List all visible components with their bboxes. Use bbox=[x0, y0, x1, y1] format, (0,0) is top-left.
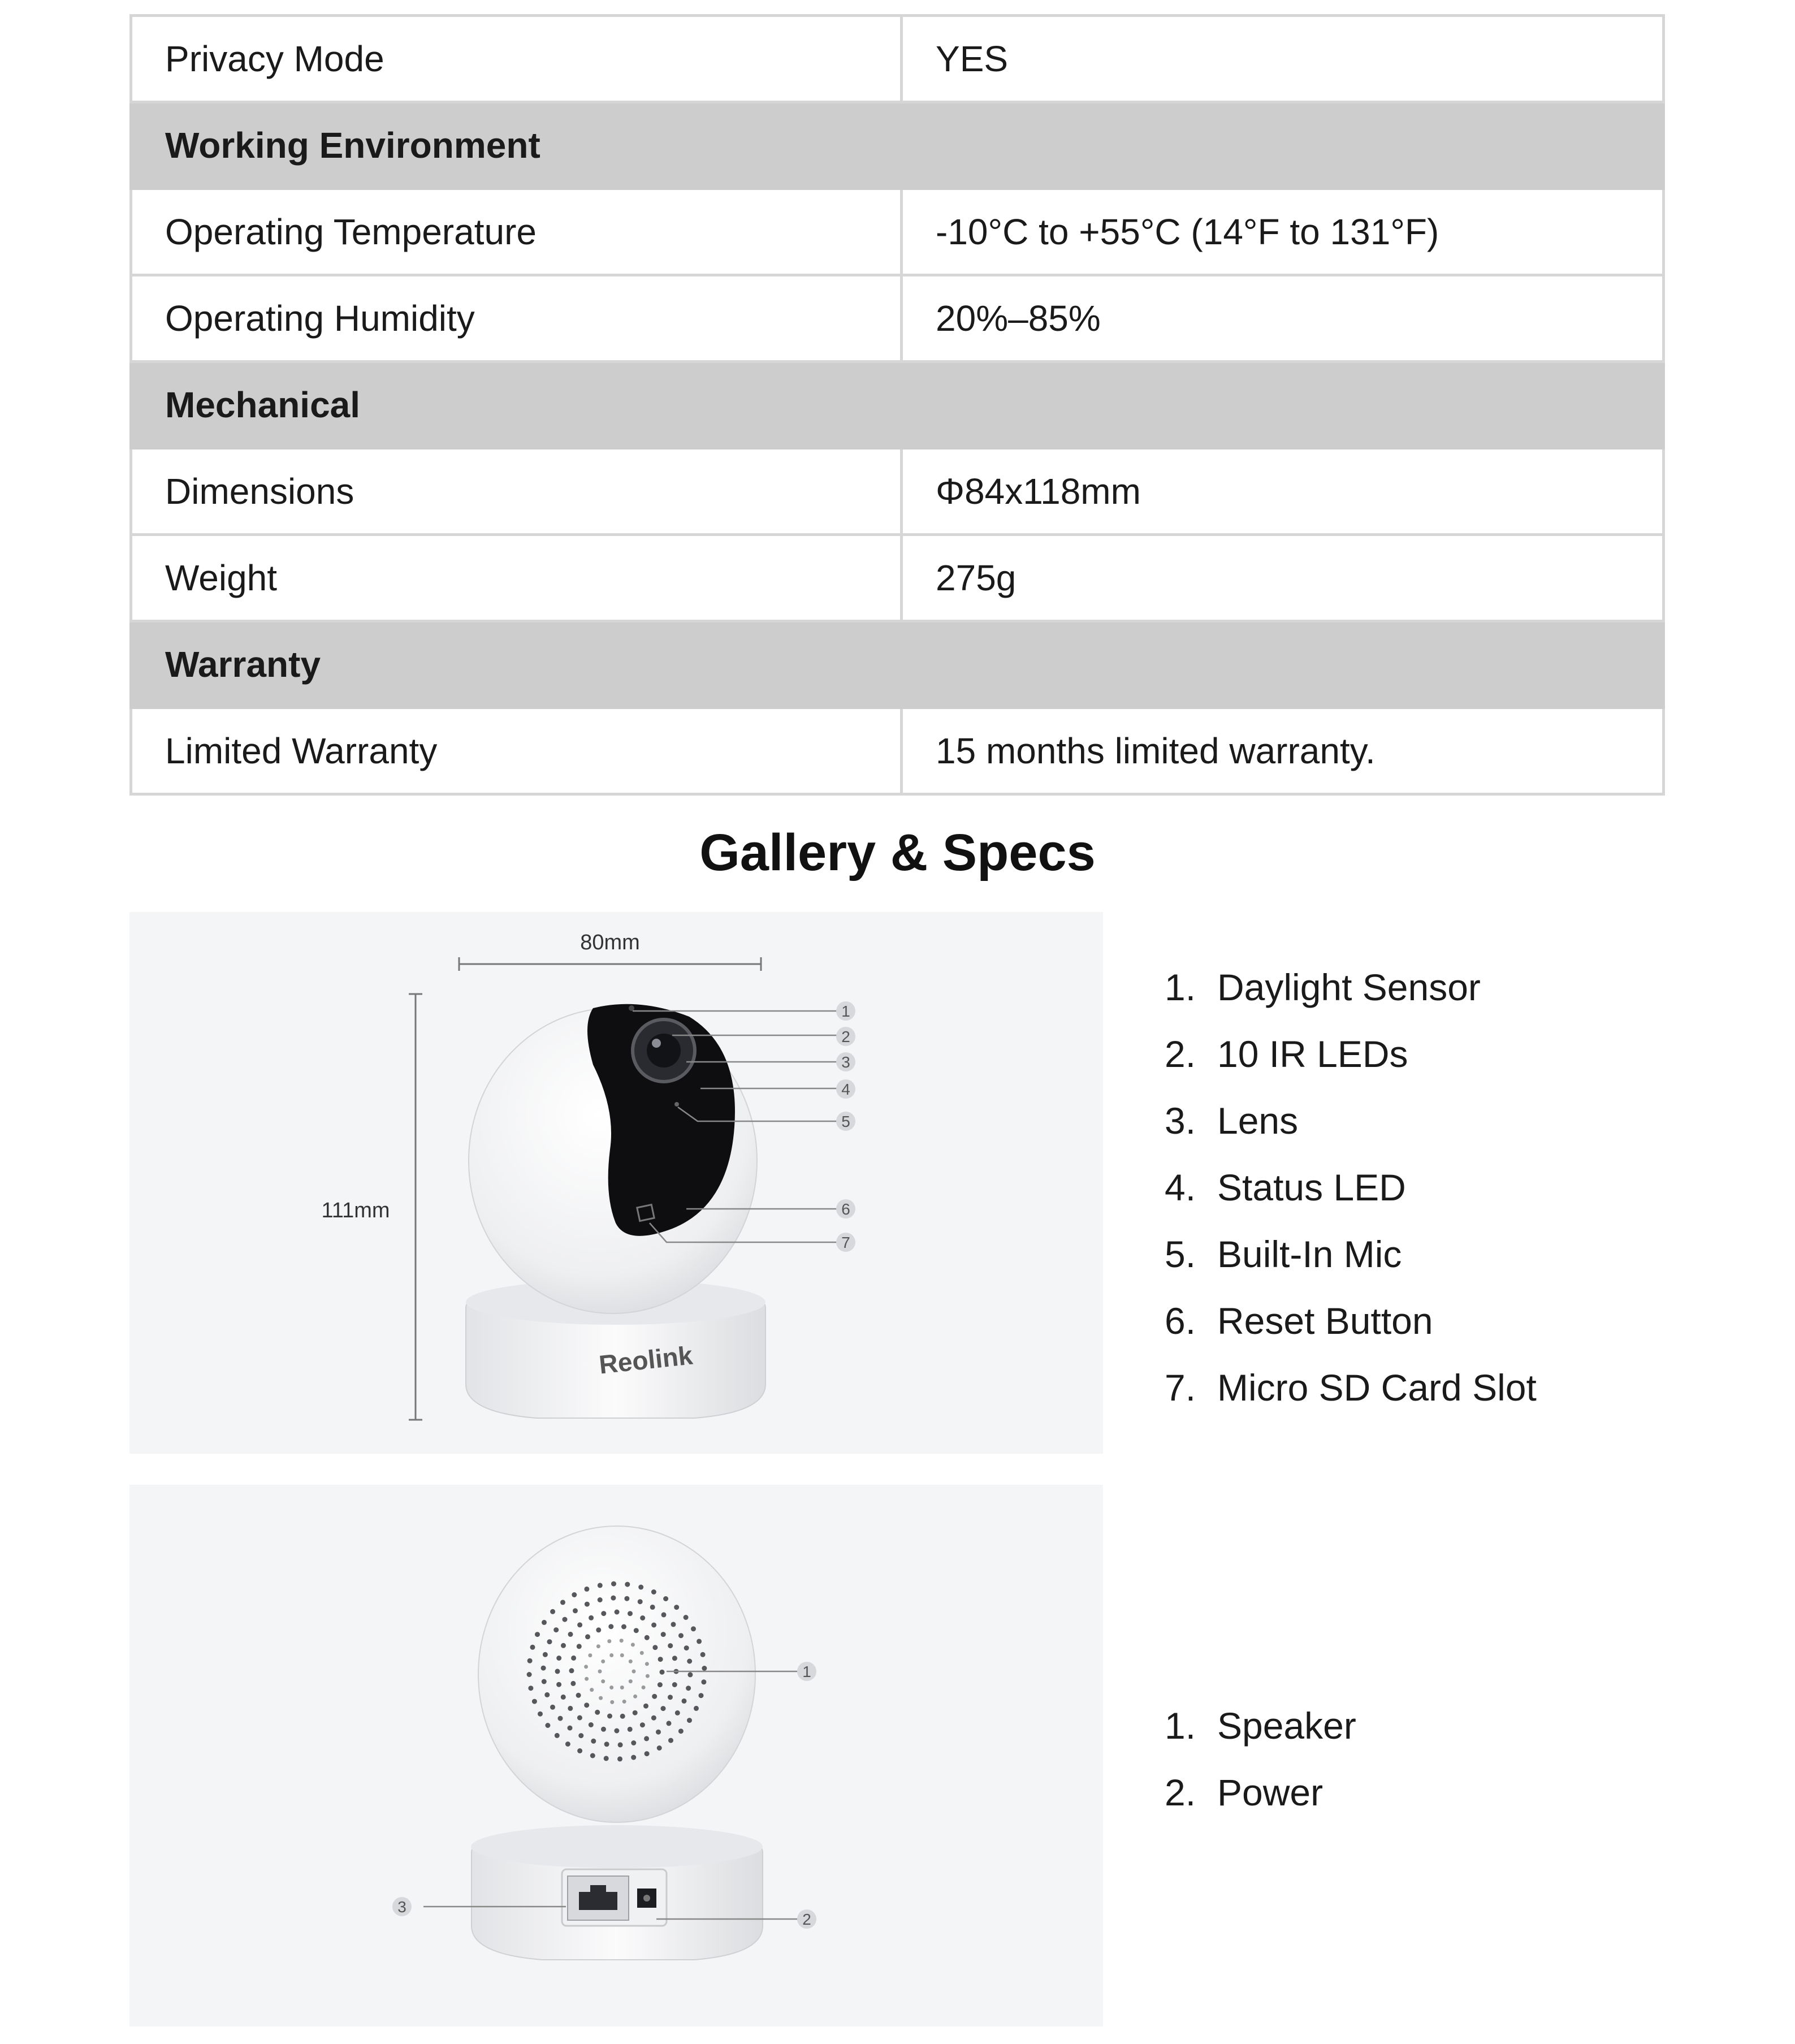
section-title: Working Environment bbox=[131, 102, 1664, 189]
speaker-hole bbox=[684, 1615, 689, 1620]
speaker-hole bbox=[671, 1622, 676, 1627]
speaker-hole bbox=[577, 1715, 582, 1721]
callout-number: 6 bbox=[841, 1200, 850, 1218]
speaker-hole bbox=[702, 1666, 707, 1671]
spec-label: Limited Warranty bbox=[131, 708, 902, 794]
list-number: 3. bbox=[1165, 1100, 1196, 1142]
height-dimension-label: 111mm bbox=[321, 1199, 390, 1222]
speaker-hole bbox=[672, 1682, 677, 1687]
speaker-hole bbox=[601, 1727, 606, 1732]
speaker-hole bbox=[701, 1679, 706, 1684]
speaker-hole bbox=[595, 1710, 600, 1715]
speaker-hole bbox=[622, 1700, 626, 1704]
list-item bbox=[1165, 1021, 1537, 1087]
speaker-hole bbox=[527, 1672, 532, 1677]
camera-back-image bbox=[129, 1485, 1103, 2026]
spec-row-operating-temperature bbox=[131, 189, 1664, 275]
width-dimension-label: 80mm bbox=[580, 931, 640, 954]
speaker-hole bbox=[590, 1688, 594, 1692]
list-number: 4. bbox=[1165, 1166, 1196, 1208]
brand-logo: Reolink bbox=[597, 1340, 694, 1380]
list-label: Built-In Mic bbox=[1217, 1233, 1402, 1275]
camera-back-drawing bbox=[129, 1485, 1103, 2026]
speaker-hole bbox=[621, 1624, 626, 1630]
speaker-hole bbox=[638, 1585, 643, 1590]
speaker-hole bbox=[598, 1583, 603, 1588]
section-header-warranty bbox=[131, 621, 1664, 708]
speaker-hole bbox=[640, 1651, 644, 1655]
list-item bbox=[1165, 1354, 1537, 1421]
spec-row-weight bbox=[131, 535, 1664, 621]
speaker-hole bbox=[590, 1753, 595, 1758]
speaker-hole bbox=[555, 1733, 560, 1738]
speaker-hole bbox=[561, 1643, 566, 1648]
speaker-hole bbox=[684, 1645, 689, 1650]
speaker-hole bbox=[643, 1704, 648, 1709]
section-title: Warranty bbox=[131, 621, 1664, 708]
speaker-hole bbox=[660, 1670, 665, 1675]
callout-number: 4 bbox=[841, 1081, 850, 1098]
spec-label: Weight bbox=[131, 535, 902, 621]
speaker-hole bbox=[651, 1715, 656, 1721]
speaker-hole bbox=[601, 1611, 606, 1616]
speaker-hole bbox=[547, 1639, 552, 1644]
speaker-hole bbox=[553, 1627, 559, 1632]
speaker-hole bbox=[528, 1686, 533, 1691]
speaker-hole bbox=[598, 1670, 602, 1674]
speaker-hole bbox=[607, 1714, 612, 1719]
speaker-hole bbox=[618, 1742, 623, 1747]
speaker-hole bbox=[527, 1658, 533, 1663]
speaker-hole bbox=[544, 1692, 550, 1697]
speaker-hole bbox=[530, 1645, 535, 1650]
speaker-hole bbox=[661, 1612, 667, 1617]
speaker-hole bbox=[631, 1643, 635, 1647]
speaker-hole bbox=[565, 1741, 570, 1747]
speaker-hole bbox=[545, 1723, 550, 1728]
speaker-hole bbox=[561, 1695, 566, 1700]
speaker-hole bbox=[663, 1596, 668, 1601]
list-number: 1. bbox=[1165, 966, 1196, 1008]
callout-number: 1 bbox=[802, 1663, 811, 1680]
speaker-hole bbox=[628, 1727, 633, 1732]
speaker-hole bbox=[584, 1587, 589, 1592]
list-label: Micro SD Card Slot bbox=[1217, 1367, 1537, 1408]
spec-label: Operating Humidity bbox=[131, 275, 902, 362]
speaker-hole bbox=[656, 1730, 661, 1735]
speaker-hole bbox=[596, 1627, 601, 1632]
speaker-hole bbox=[542, 1620, 547, 1625]
speaker-hole bbox=[697, 1639, 702, 1644]
speaker-hole bbox=[652, 1645, 658, 1650]
speaker-hole bbox=[632, 1670, 636, 1674]
speaker-hole bbox=[668, 1695, 673, 1700]
speaker-hole bbox=[568, 1706, 573, 1711]
speaker-hole bbox=[620, 1686, 624, 1689]
speaker-hole bbox=[644, 1736, 649, 1741]
speaker-hole bbox=[611, 1581, 616, 1587]
speaker-hole bbox=[631, 1755, 636, 1760]
spec-value: 15 months limited warranty. bbox=[902, 708, 1664, 794]
speaker-hole bbox=[668, 1643, 673, 1648]
list-label: Reset Button bbox=[1217, 1300, 1433, 1342]
speaker-hole bbox=[599, 1696, 603, 1700]
list-number: 2. bbox=[1165, 1771, 1196, 1813]
speaker-hole bbox=[609, 1686, 613, 1689]
section-header-working-environment bbox=[131, 102, 1664, 189]
speaker-hole bbox=[657, 1745, 662, 1751]
speaker-hole bbox=[634, 1628, 639, 1633]
list-label: Speaker bbox=[1217, 1705, 1356, 1747]
speaker-hole bbox=[591, 1739, 596, 1744]
speaker-hole bbox=[620, 1714, 625, 1719]
speaker-hole bbox=[542, 1679, 547, 1684]
speaker-hole bbox=[633, 1695, 637, 1699]
section-header-mechanical bbox=[131, 362, 1664, 448]
speaker-hole bbox=[682, 1699, 687, 1704]
list-label: Daylight Sensor bbox=[1217, 966, 1481, 1008]
list-item bbox=[1165, 1087, 1537, 1154]
speaker-hole bbox=[556, 1682, 561, 1687]
speaker-hole bbox=[668, 1738, 673, 1743]
list-item bbox=[1165, 1287, 1537, 1354]
speaker-hole bbox=[578, 1733, 583, 1738]
speaker-hole bbox=[614, 1728, 619, 1734]
speaker-hole bbox=[628, 1611, 633, 1616]
speaker-hole bbox=[598, 1597, 603, 1602]
gallery-title: Gallery & Specs bbox=[699, 824, 1096, 881]
speaker-hole bbox=[543, 1652, 548, 1657]
speaker-hole bbox=[610, 1700, 614, 1704]
speaker-hole bbox=[687, 1718, 692, 1723]
speaker-hole bbox=[572, 1592, 577, 1597]
list-number: 5. bbox=[1165, 1233, 1196, 1275]
speaker-hole bbox=[550, 1609, 555, 1614]
front-feature-list bbox=[1165, 954, 1537, 1421]
speaker-hole bbox=[687, 1659, 692, 1664]
speaker-hole bbox=[556, 1656, 561, 1661]
spec-value: -10°C to +55°C (14°F to 131°F) bbox=[902, 189, 1664, 275]
list-label: Status LED bbox=[1217, 1166, 1406, 1208]
speaker-hole bbox=[601, 1660, 605, 1663]
spec-row-limited-warranty bbox=[131, 708, 1664, 794]
speaker-hole bbox=[629, 1660, 633, 1663]
speaker-hole bbox=[585, 1602, 590, 1607]
spec-row-operating-humidity bbox=[131, 275, 1664, 362]
spec-label: Privacy Mode bbox=[131, 16, 902, 102]
speaker-hole bbox=[601, 1679, 605, 1683]
speaker-hole bbox=[700, 1652, 706, 1657]
list-number: 6. bbox=[1165, 1300, 1196, 1342]
speaker-hole bbox=[687, 1672, 693, 1677]
speaker-hole bbox=[609, 1653, 613, 1657]
speaker-hole bbox=[577, 1748, 582, 1753]
speaker-hole bbox=[620, 1653, 624, 1657]
speaker-hole bbox=[568, 1632, 573, 1637]
speaker-hole bbox=[538, 1712, 543, 1717]
speaker-hole bbox=[596, 1644, 600, 1648]
callout-number: 1 bbox=[841, 1002, 850, 1020]
speaker-hole bbox=[558, 1716, 563, 1721]
speaker-hole bbox=[550, 1705, 555, 1710]
speaker-hole bbox=[667, 1721, 672, 1726]
speaker-hole bbox=[678, 1633, 684, 1638]
speaker-hole bbox=[588, 1653, 592, 1657]
speaker-hole bbox=[607, 1639, 611, 1643]
back-feature-list bbox=[1165, 1692, 1356, 1826]
camera-front-drawing bbox=[129, 912, 1103, 1454]
speaker-hole bbox=[589, 1722, 594, 1727]
list-number: 2. bbox=[1165, 1033, 1196, 1075]
speaker-hole bbox=[674, 1605, 679, 1610]
speaker-hole bbox=[699, 1693, 704, 1698]
spec-label: Operating Temperature bbox=[131, 189, 902, 275]
speaker-hole bbox=[625, 1582, 630, 1587]
list-item bbox=[1165, 954, 1537, 1021]
speaker-hole bbox=[694, 1706, 699, 1711]
camera-front-image bbox=[129, 912, 1103, 1454]
speaker-hole bbox=[577, 1622, 582, 1627]
list-item bbox=[1165, 1692, 1356, 1759]
speaker-hole bbox=[691, 1626, 696, 1631]
callout-number: 3 bbox=[397, 1898, 406, 1916]
callout-number: 3 bbox=[841, 1053, 850, 1071]
spec-table bbox=[129, 14, 1665, 796]
speaker-hole bbox=[584, 1702, 589, 1708]
callout-number: 2 bbox=[841, 1028, 850, 1045]
list-number: 7. bbox=[1165, 1367, 1196, 1408]
speaker-hole bbox=[571, 1656, 576, 1661]
speaker-hole bbox=[624, 1596, 629, 1601]
speaker-hole bbox=[570, 1681, 576, 1686]
speaker-hole bbox=[651, 1589, 656, 1594]
speaker-hole bbox=[617, 1756, 622, 1761]
speaker-hole bbox=[563, 1617, 568, 1622]
speaker-hole bbox=[652, 1694, 657, 1699]
speaker-hole bbox=[658, 1682, 663, 1687]
speaker-hole bbox=[645, 1751, 650, 1756]
speaker-hole bbox=[661, 1706, 666, 1711]
speaker-hole bbox=[576, 1693, 581, 1698]
speaker-hole bbox=[604, 1741, 609, 1747]
speaker-hole bbox=[535, 1632, 540, 1637]
speaker-hole bbox=[585, 1634, 590, 1639]
speaker-hole bbox=[651, 1623, 656, 1628]
speaker-hole bbox=[560, 1600, 565, 1605]
speaker-hole bbox=[686, 1686, 691, 1691]
speaker-hole bbox=[661, 1632, 666, 1637]
list-label: Power bbox=[1217, 1771, 1323, 1813]
section-title: Mechanical bbox=[131, 362, 1664, 448]
speaker-hole bbox=[585, 1677, 589, 1681]
callout-number: 7 bbox=[841, 1234, 850, 1251]
speaker-hole bbox=[631, 1740, 636, 1745]
callout-number: 2 bbox=[802, 1911, 811, 1928]
spec-value: Φ84x118mm bbox=[902, 448, 1664, 535]
speaker-hole bbox=[638, 1599, 643, 1604]
speaker-hole bbox=[640, 1722, 645, 1727]
speaker-hole bbox=[568, 1726, 573, 1731]
speaker-hole bbox=[611, 1596, 616, 1601]
speaker-hole bbox=[650, 1605, 655, 1610]
list-label: Lens bbox=[1217, 1100, 1299, 1142]
speaker-hole bbox=[645, 1662, 649, 1666]
callout-number: 5 bbox=[841, 1113, 850, 1130]
speaker-hole bbox=[629, 1679, 633, 1683]
speaker-hole bbox=[633, 1710, 638, 1715]
spec-value: YES bbox=[902, 16, 1664, 102]
speaker-hole bbox=[589, 1615, 594, 1620]
spec-value: 275g bbox=[902, 535, 1664, 621]
speaker-hole bbox=[675, 1710, 680, 1715]
speaker-hole bbox=[584, 1665, 588, 1669]
speaker-hole bbox=[640, 1615, 645, 1620]
speaker-hole bbox=[569, 1668, 574, 1673]
spec-row-dimensions bbox=[131, 448, 1664, 535]
speaker-hole bbox=[541, 1666, 546, 1671]
speaker-hole bbox=[573, 1608, 578, 1613]
list-item bbox=[1165, 1759, 1356, 1826]
spec-label: Dimensions bbox=[131, 448, 902, 535]
speaker-hole bbox=[604, 1756, 609, 1761]
speaker-hole bbox=[532, 1699, 537, 1704]
speaker-hole bbox=[646, 1674, 650, 1678]
list-item bbox=[1165, 1154, 1537, 1221]
list-number: 1. bbox=[1165, 1705, 1196, 1747]
speaker-hole bbox=[645, 1635, 650, 1640]
speaker-hole bbox=[620, 1639, 624, 1643]
list-item bbox=[1165, 1221, 1537, 1287]
list-label: 10 IR LEDs bbox=[1217, 1033, 1408, 1075]
spec-row-privacy-mode bbox=[131, 16, 1664, 102]
speaker-hole bbox=[577, 1644, 582, 1649]
speaker-hole bbox=[678, 1728, 684, 1734]
spec-value: 20%–85% bbox=[902, 275, 1664, 362]
speaker-hole bbox=[555, 1669, 560, 1674]
speaker-hole bbox=[615, 1610, 620, 1615]
speaker-hole bbox=[642, 1686, 646, 1689]
speaker-hole bbox=[672, 1656, 677, 1661]
speaker-hole bbox=[658, 1657, 663, 1662]
speaker-hole bbox=[608, 1624, 613, 1629]
